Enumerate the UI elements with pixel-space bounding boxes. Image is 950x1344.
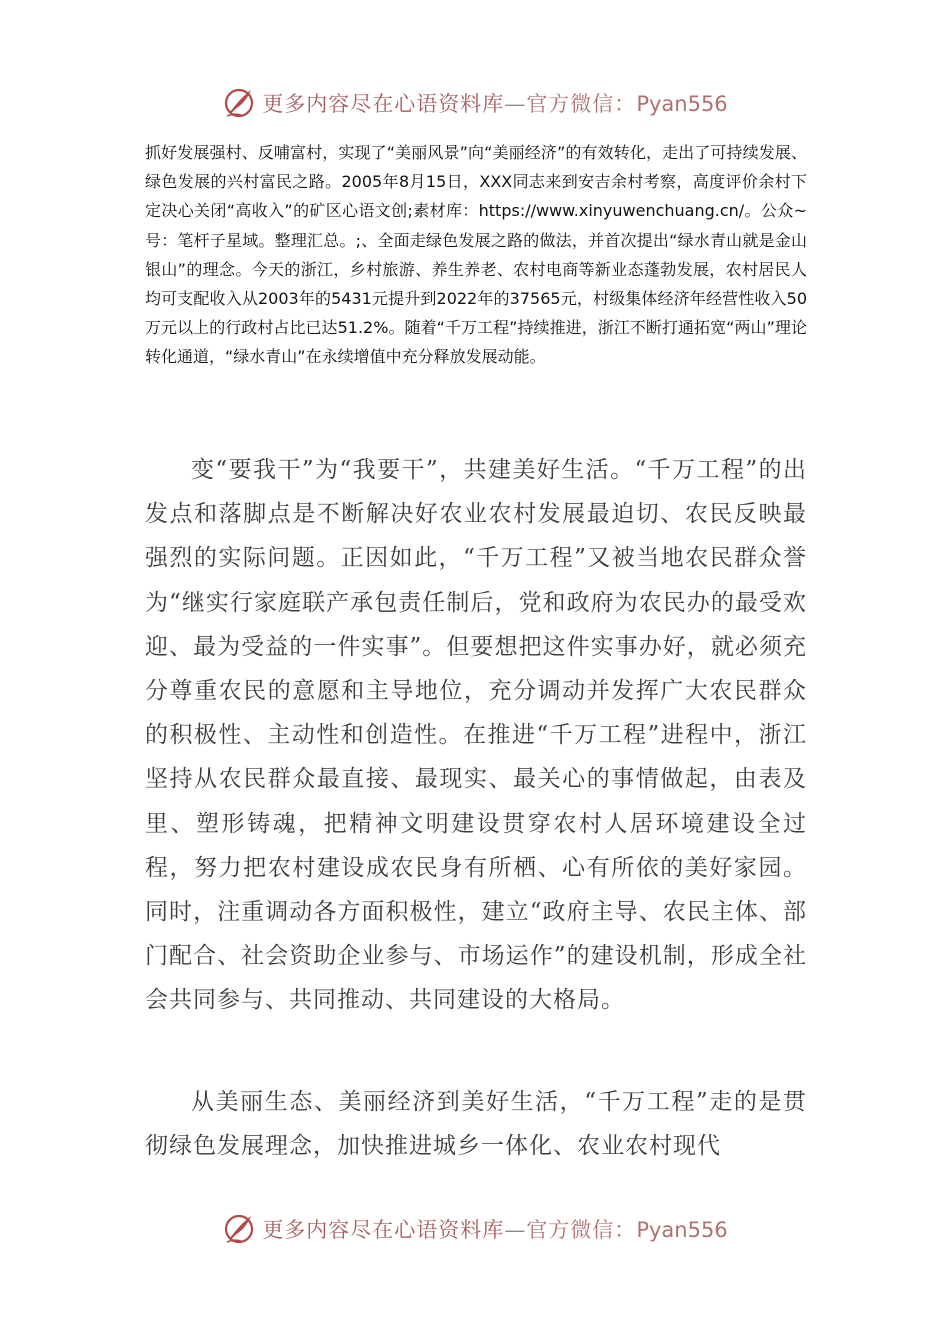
quill-pen-logo-icon <box>222 1212 256 1246</box>
body-paragraph-2: 从美丽生态、美丽经济到美好生活，“千万工程”走的是贯彻绿色发展理念，加快推进城乡一体化、农业农村现代 <box>145 1089 807 1160</box>
footer-banner-title: 更多内容尽在心语资料库 <box>262 1218 505 1242</box>
quote-block: 抓好发展强村、反哺富村，实现了“美丽风景”向“美丽经济”的有效转化，走出了可持续发展、绿色发展的兴村富民之路。2005年8月15日，XXX同志来到安吉余村考察，高度评价余村下定决心关闭“高收入”的矿区心语文创;素材库：https://www.xinyuwenchuang.cn/。公众~号：笔杆子星域。整理汇总。;、全面走绿色发展之路的做法，并首次提出“绿水青山就是金山银山”的理念。今天的浙江，乡村旅游、养生养老、农村电商等新业态蓬勃发展，农村居民人均可支配收入从2003年的5431元提升到2022年的37565元，村级集体经济年经营性收入50万元以上的行政村占比已达51.2%。随着“千万工程”持续推进，浙江不断打通拓宽“两山”理论转化通道，“绿水青山”在永续增值中充分释放发展动能。 <box>145 143 807 367</box>
header-banner-title: 更多内容尽在心语资料库 <box>262 92 505 116</box>
footer-banner-text <box>262 1214 727 1244</box>
footer-banner <box>0 1209 950 1249</box>
header-wechat-label: 官方微信： <box>526 92 637 116</box>
footer-wechat-id: Pyan556 <box>636 1218 728 1242</box>
header-wechat-id: Pyan556 <box>636 92 728 116</box>
footer-wechat-label: 官方微信： <box>526 1218 637 1242</box>
quill-pen-logo-icon <box>222 86 256 120</box>
header-banner-dash: — <box>504 92 527 116</box>
header-banner-text <box>262 88 727 118</box>
footer-banner-dash: — <box>504 1218 527 1242</box>
body-paragraph-1: 变“要我干”为“我要干”，共建美好生活。“千万工程”的出发点和落脚点是不断解决好农业农村发展最迫切、农民反映最强烈的实际问题。正因如此，“千万工程”又被当地农民群众誉为“继实行家庭联产承包责任制后，党和政府为农民办的最受欢迎、最为受益的一件实事”。但要想把这件实事办好，就必须充分尊重农民的意愿和主导地位，充分调动并发挥广大农民群众的积极性、主动性和创造性。在推进“千万工程”进程中，浙江坚持从农民群众最直接、最现实、最关心的事情做起，由表及里、塑形铸魂，把精神文明建设贯穿农村人居环境建设全过程，努力把农村建设成农民身有所栖、心有所依的美好家园。同时，注重调动各方面积极性，建立“政府主导、农民主体、部门配合、社会资助企业参与、市场运作”的建设机制，形成全社会共同参与、共同推动、共同建设的大格局。 <box>145 457 807 1014</box>
header-banner <box>0 83 950 123</box>
